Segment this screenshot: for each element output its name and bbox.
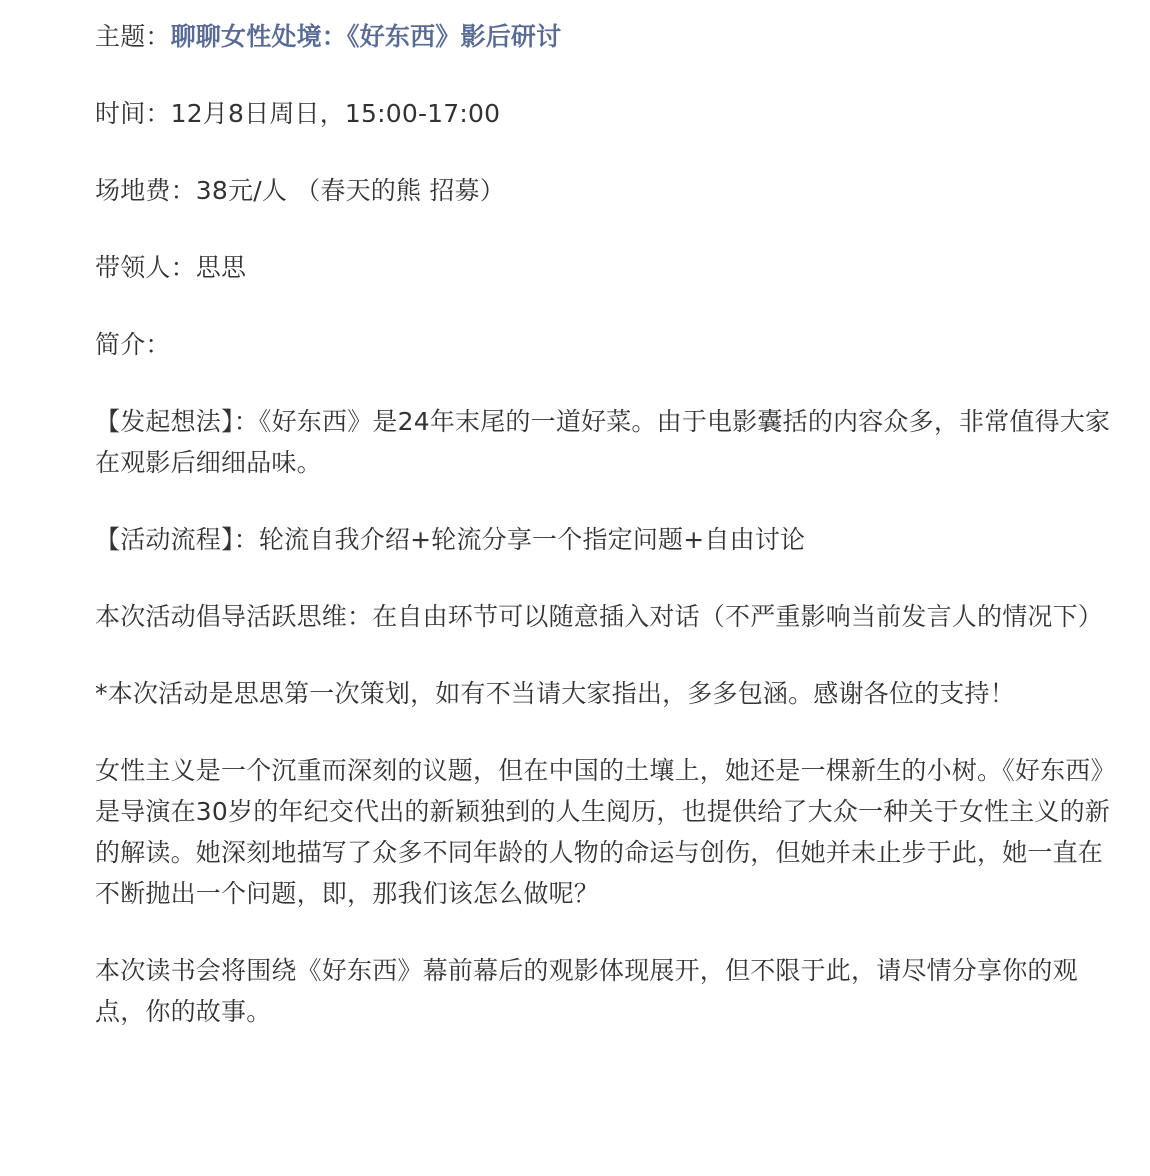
leader-line: 带领人：思思 — [95, 253, 247, 282]
process-paragraph: 【活动流程】：轮流自我介绍+轮流分享一个指定问题+自由讨论 — [95, 525, 806, 554]
intro-label: 简介： — [95, 330, 171, 359]
topic-label: 主题： — [95, 22, 171, 51]
article-body — [95, 16, 1113, 1032]
idea-paragraph: 【发起想法】：《好东西》是24年末尾的一道好菜。由于电影囊括的内容众多，非常值得大家在观影后细细品味。 — [95, 407, 1111, 477]
topic-line — [95, 16, 1113, 57]
time-line: 时间：12月8日周日，15:00-17:00 — [95, 99, 501, 128]
closing-paragraph: 本次读书会将围绕《好东西》幕前幕后的观影体现展开，但不限于此，请尽情分享你的观点，你的故事。 — [95, 956, 1078, 1026]
fee-line: 场地费：38元/人 （春天的熊 招募） — [95, 176, 505, 205]
topic-title: 聊聊女性处境：《好东西》影后研讨 — [170, 22, 562, 51]
note-paragraph: *本次活动是思思第一次策划，如有不当请大家指出，多多包涵。感谢各位的支持！ — [95, 679, 1015, 708]
feminism-paragraph: 女性主义是一个沉重而深刻的议题，但在中国的土壤上，她还是一棵新生的小树。《好东西》是导演在30岁的年纪交代出的新颖独到的人生阅历，也提供给了大众一种关于女性主义的新的解读。她深刻地描写了众多不同年龄的人物的命运与创伤，但她并未止步于此，她一直在不断抛出一个问题，即，那我们该怎么做呢？ — [95, 756, 1111, 908]
advocacy-paragraph: 本次活动倡导活跃思维：在自由环节可以随意插入对话（不严重影响当前发言人的情况下） — [95, 602, 1104, 631]
